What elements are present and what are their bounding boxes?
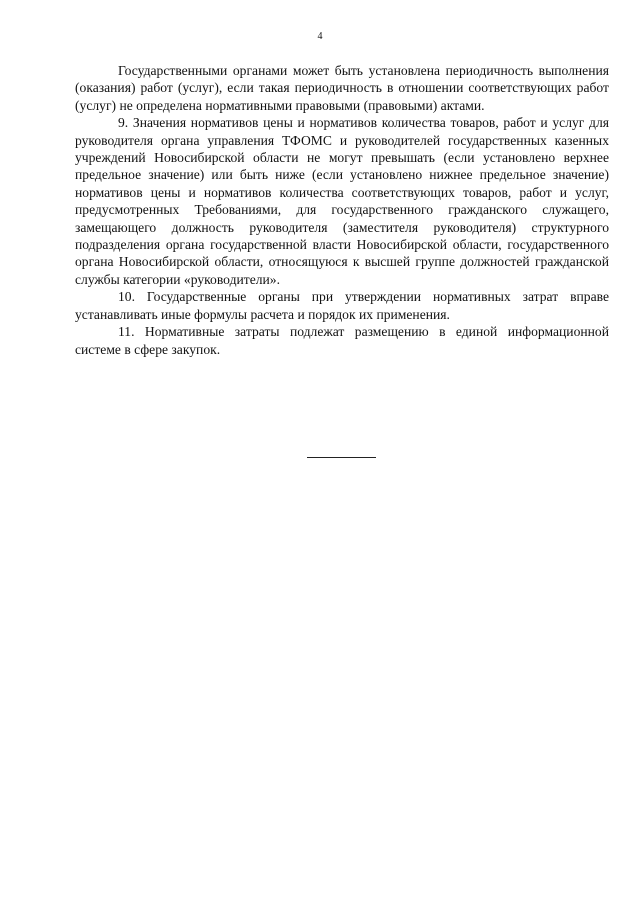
end-divider-line	[307, 457, 376, 458]
paragraph-9: 9. Значения нормативов цены и нормативов количества товаров, работ и услуг для руководителя органа управления ТФОМС и руководителей государственных казенных учреждений Новосибирской области не могут превышать (если установлено верхнее предельное значение) или быть ниже (если установлено нижнее предельное значение) нормативов цены и нормативов количества соответствующих товаров, работ и услуг, предусмотренных Требованиями, для государственного гражданского служащего, замещающего должность руководителя (заместителя руководителя) структурного подразделения органа государственной власти Новосибирской области, государственного органа Новосибирской области, относящуюся к высшей группе должностей гражданской службы категории «руководители».	[75, 115, 609, 287]
paragraph-periodicity: Государственными органами может быть установлена периодичность выполнения (оказания) работ (услуг), если такая периодичность в отношении соответствующих работ (услуг) не определена нормативными правовыми (правовыми) актами.	[75, 63, 609, 113]
paragraph-10: 10. Государственные органы при утверждении нормативных затрат вправе устанавливать иные формулы расчета и порядок их применения.	[75, 289, 609, 322]
document-body	[75, 62, 609, 358]
page-number: 4	[317, 31, 323, 42]
paragraph-11: 11. Нормативные затраты подлежат размещению в единой информационной системе в сфере закупок.	[75, 324, 609, 357]
